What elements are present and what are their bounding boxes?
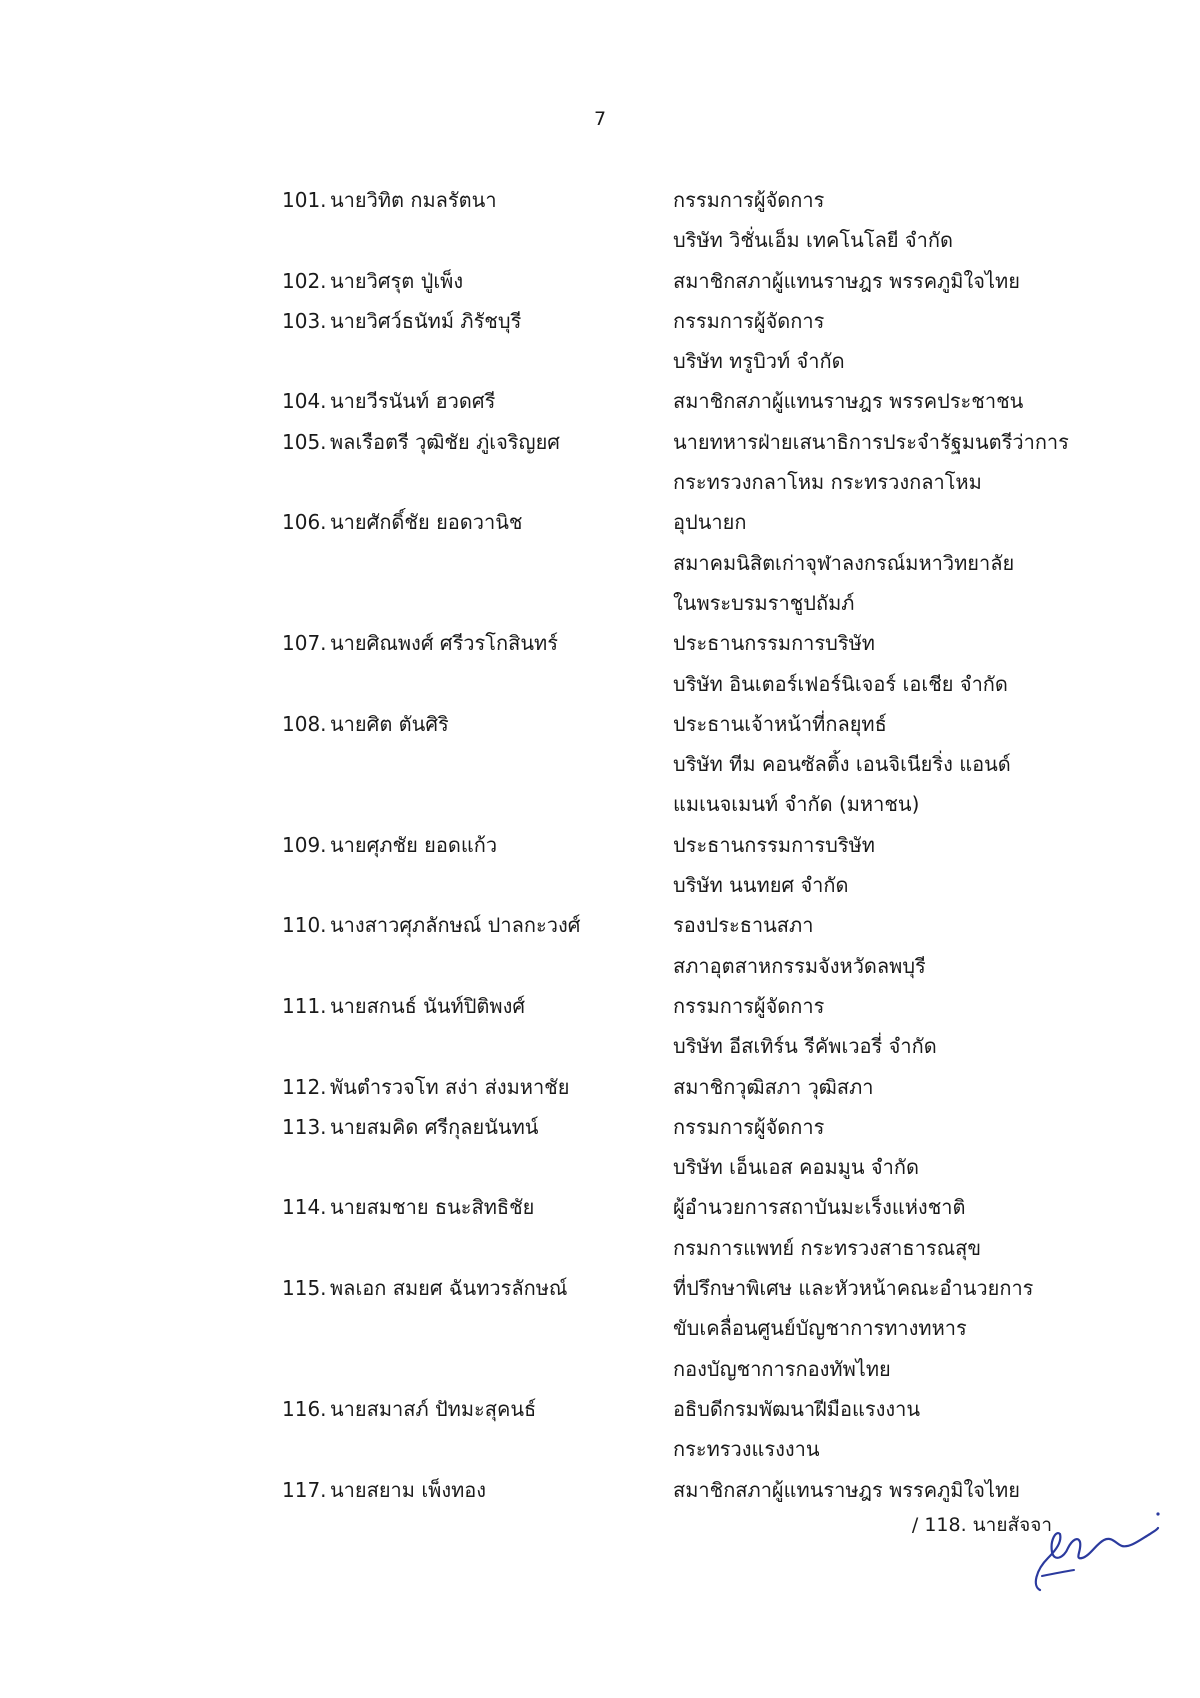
person-name: นายสมชาย ธนะสิทธิชัย [330,1195,535,1220]
entry-line [0,267,1200,307]
person-name: นายวิทิต กมลรัตนา [330,188,497,212]
entry-number: 102. [282,268,327,293]
position-text: กรมการแพทย์ กระทรวงสาธารณสุข [673,1235,982,1260]
entry-line [0,226,1200,266]
position-text: อุปนายก [673,510,747,535]
person-name: นายศุภชัย ยอดแก้ว [330,832,498,857]
position-text: แมเนจเมนท์ จำกัด (มหาชน) [673,792,920,817]
list-item [0,1073,1200,1113]
entry-line [0,1395,1200,1435]
list-item [0,186,1200,267]
list-item [0,629,1200,710]
position-text: กองบัญชาการกองทัพไทย [673,1356,891,1381]
entry-line [0,750,1200,790]
position-text: กรรมการผู้จัดการ [673,993,825,1018]
list-item [0,428,1200,509]
list-item [0,1274,1200,1395]
entry-line [0,710,1200,750]
entry-line [0,1314,1200,1354]
entry-line [0,790,1200,830]
entry-number: 111. [282,993,327,1018]
person-name: นางสาวศุภลักษณ์ ปาลกะวงศ์ [330,913,581,938]
list-item [0,710,1200,831]
position-text: สมาชิกสภาผู้แทนราษฎร พรรคภูมิใจไทย [673,1477,1020,1502]
position-text: บริษัท ทีม คอนซัลติ้ง เอนจิเนียริ่ง แอนด์ [673,752,1011,777]
entry-line [0,1234,1200,1274]
position-text: นายทหารฝ่ายเสนาธิการประจำรัฐมนตรีว่าการ [673,429,1069,454]
position-text: กรรมการผู้จัดการ [673,188,825,212]
position-text: สมาชิกวุฒิสภา วุฒิสภา [673,1074,874,1099]
page-number: 7 [593,108,607,130]
person-name: นายศิณพงศ์ ศรีวรโกสินทร์ [330,631,558,656]
position-text: ประธานเจ้าหน้าที่กลยุทธ์ [673,711,887,736]
person-name: นายสมคิด ศรีกุลยนันทน์ [330,1114,539,1139]
position-text: บริษัท อีสเทิร์น รีคัพเวอรี่ จำกัด [673,1034,937,1059]
appointee-list [0,186,1200,1516]
entry-line [0,670,1200,710]
entry-line [0,186,1200,226]
position-text: ผู้อำนวยการสถาบันมะเร็งแห่งชาติ [673,1195,966,1220]
position-text: สภาอุตสาหกรรมจังหวัดลพบุรี [673,953,926,978]
position-text: บริษัท อินเตอร์เฟอร์นิเจอร์ เอเชีย จำกัด [673,671,1008,696]
position-text: สมาชิกสภาผู้แทนราษฎร พรรคภูมิใจไทย [673,268,1020,293]
person-name: พันตำรวจโท สง่า ส่งมหาชัย [330,1074,570,1099]
entry-number: 110. [282,913,327,938]
position-text: กระทรวงแรงงาน [673,1437,820,1462]
entry-line [0,387,1200,427]
entry-line [0,1355,1200,1395]
entry-line [0,831,1200,871]
position-text: รองประธานสภา [673,913,814,938]
entry-number: 101. [282,188,327,212]
entry-number: 114. [282,1195,327,1220]
position-text: กระทรวงกลาโหม กระทรวงกลาโหม [673,470,982,495]
position-text: สมาชิกสภาผู้แทนราษฎร พรรคประชาชน [673,389,1024,414]
entry-line [0,589,1200,629]
entry-number: 104. [282,389,327,414]
position-text: ในพระบรมราชูปถัมภ์ [673,590,855,615]
entry-line [0,1193,1200,1233]
entry-line [0,508,1200,548]
entry-number: 113. [282,1114,327,1139]
entry-number: 115. [282,1276,327,1301]
person-name: นายสยาม เพ็งทอง [330,1477,487,1502]
entry-number: 116. [282,1396,327,1421]
entry-line [0,952,1200,992]
person-name: นายศักดิ์ชัย ยอดวานิช [330,510,523,535]
entry-number: 106. [282,510,327,535]
continuation-note: / 118. นายสัจจา [911,1514,1052,1536]
list-item [0,1395,1200,1476]
person-name: พลเรือตรี วุฒิชัย ภู่เจริญยศ [330,429,560,454]
list-item [0,831,1200,912]
position-text: ขับเคลื่อนศูนย์บัญชาการทางทหาร [673,1316,967,1341]
entry-line [0,428,1200,468]
person-name: พลเอก สมยศ ฉันทวรลักษณ์ [330,1276,568,1301]
entry-line [0,1153,1200,1193]
entry-line [0,1113,1200,1153]
person-name: นายวีรนันท์ ฮวดศรี [330,389,496,414]
list-item [0,307,1200,388]
list-item [0,508,1200,629]
entry-line [0,911,1200,951]
list-item [0,992,1200,1073]
position-text: บริษัท นนทยศ จำกัด [673,873,849,898]
position-text: บริษัท วิชั่นเอ็ม เทคโนโลยี จำกัด [673,228,953,253]
entry-line [0,1073,1200,1113]
handwritten-signature [1012,1500,1162,1600]
position-text: กรรมการผู้จัดการ [673,1114,825,1139]
entry-number: 117. [282,1477,327,1502]
entry-number: 107. [282,631,327,656]
position-text: บริษัท ทรูบิวท์ จำกัด [673,349,845,374]
person-name: นายวิศรุต ปู่เพ็ง [330,268,464,293]
entry-line [0,307,1200,347]
person-name: นายสมาสภ์ ปัทมะสุคนธ์ [330,1396,537,1421]
entry-number: 109. [282,832,327,857]
position-text: ประธานกรรมการบริษัท [673,832,875,857]
position-text: บริษัท เอ็นเอส คอมมูน จำกัด [673,1155,919,1180]
list-item [0,911,1200,992]
list-item [0,387,1200,427]
position-text: สมาคมนิสิตเก่าจุฬาลงกรณ์มหาวิทยาลัย [673,550,1015,575]
person-name: นายวิศว์ธนัทม์ ภิรัชบุรี [330,308,522,333]
entry-line [0,1274,1200,1314]
entry-number: 105. [282,429,327,454]
list-item [0,267,1200,307]
entry-line [0,871,1200,911]
person-name: นายศิต ตันศิริ [330,711,449,736]
position-text: ประธานกรรมการบริษัท [673,631,875,656]
entry-number: 112. [282,1074,327,1099]
entry-number: 108. [282,711,327,736]
entry-line [0,468,1200,508]
entry-number: 103. [282,308,327,333]
person-name: นายสกนธ์ นันท์ปิติพงศ์ [330,993,526,1018]
list-item [0,1193,1200,1274]
position-text: อธิบดีกรมพัฒนาฝีมือแรงงาน [673,1396,921,1421]
entry-line [0,1435,1200,1475]
position-text: กรรมการผู้จัดการ [673,308,825,333]
list-item [0,1113,1200,1194]
entry-line [0,629,1200,669]
position-text: ที่ปรึกษาพิเศษ และหัวหน้าคณะอำนวยการ [673,1276,1034,1301]
entry-line [0,992,1200,1032]
entry-line [0,549,1200,589]
entry-line [0,347,1200,387]
entry-line [0,1032,1200,1072]
